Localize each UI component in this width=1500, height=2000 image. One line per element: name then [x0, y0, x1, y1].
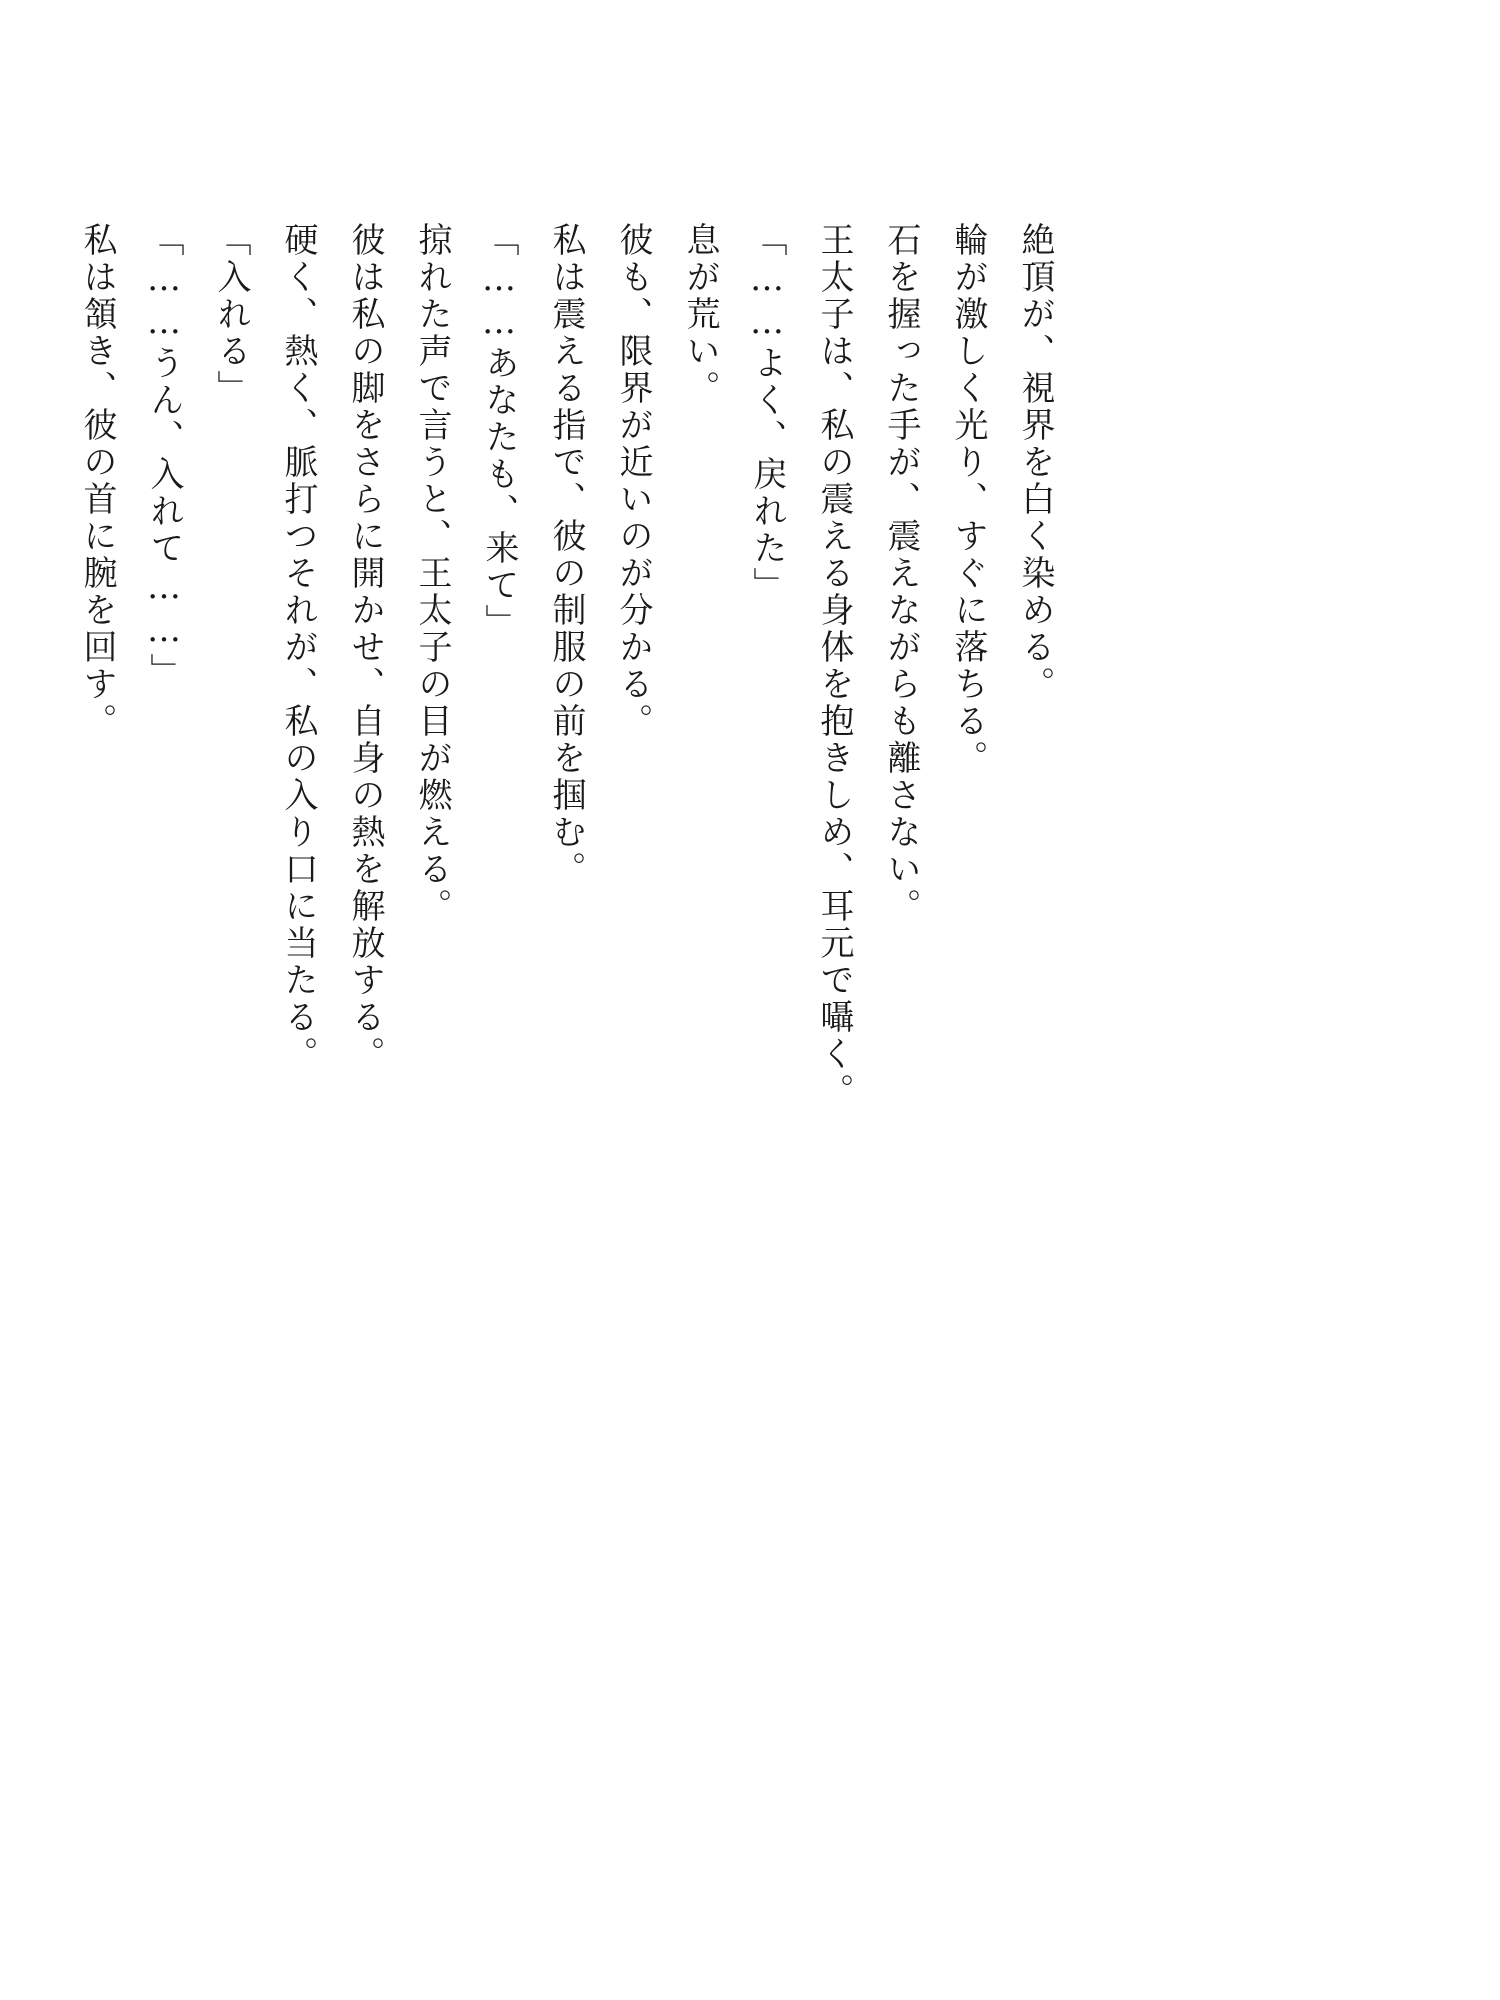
text-line: 「……よく、戻れた」	[747, 222, 787, 604]
text-line: 私は震える指で、彼の制服の前を掴む。	[546, 222, 586, 888]
text-line: 絶頂が、視界を白く染める。	[1015, 222, 1055, 703]
text-line: 石を握った手が、震えながらも離さない。	[881, 222, 921, 925]
text-line: 彼も、限界が近いのが分かる。	[613, 222, 653, 740]
text-line: 輪が激しく光り、すぐに落ちる。	[948, 222, 988, 777]
text-line: 王太子は、私の震える身体を抱きしめ、耳元で囁く。	[814, 222, 854, 1110]
text-line: 硬く、熱く、脈打つそれが、私の入り口に当たる。	[278, 222, 318, 1073]
text-line: 彼は私の脚をさらに開かせ、自身の熱を解放する。	[345, 222, 385, 1073]
text-line: 「……あなたも、来て」	[479, 222, 519, 641]
text-line: 「……うん、入れて……」	[144, 222, 184, 690]
text-line: 「入れる」	[211, 222, 251, 407]
text-line: 息が荒い。	[680, 222, 720, 407]
text-line: 掠れた声で言うと、王太子の目が燃える。	[412, 222, 452, 925]
text-line: 私は頷き、彼の首に腕を回す。	[77, 222, 117, 740]
vertical-text-body	[63, 222, 1068, 1122]
